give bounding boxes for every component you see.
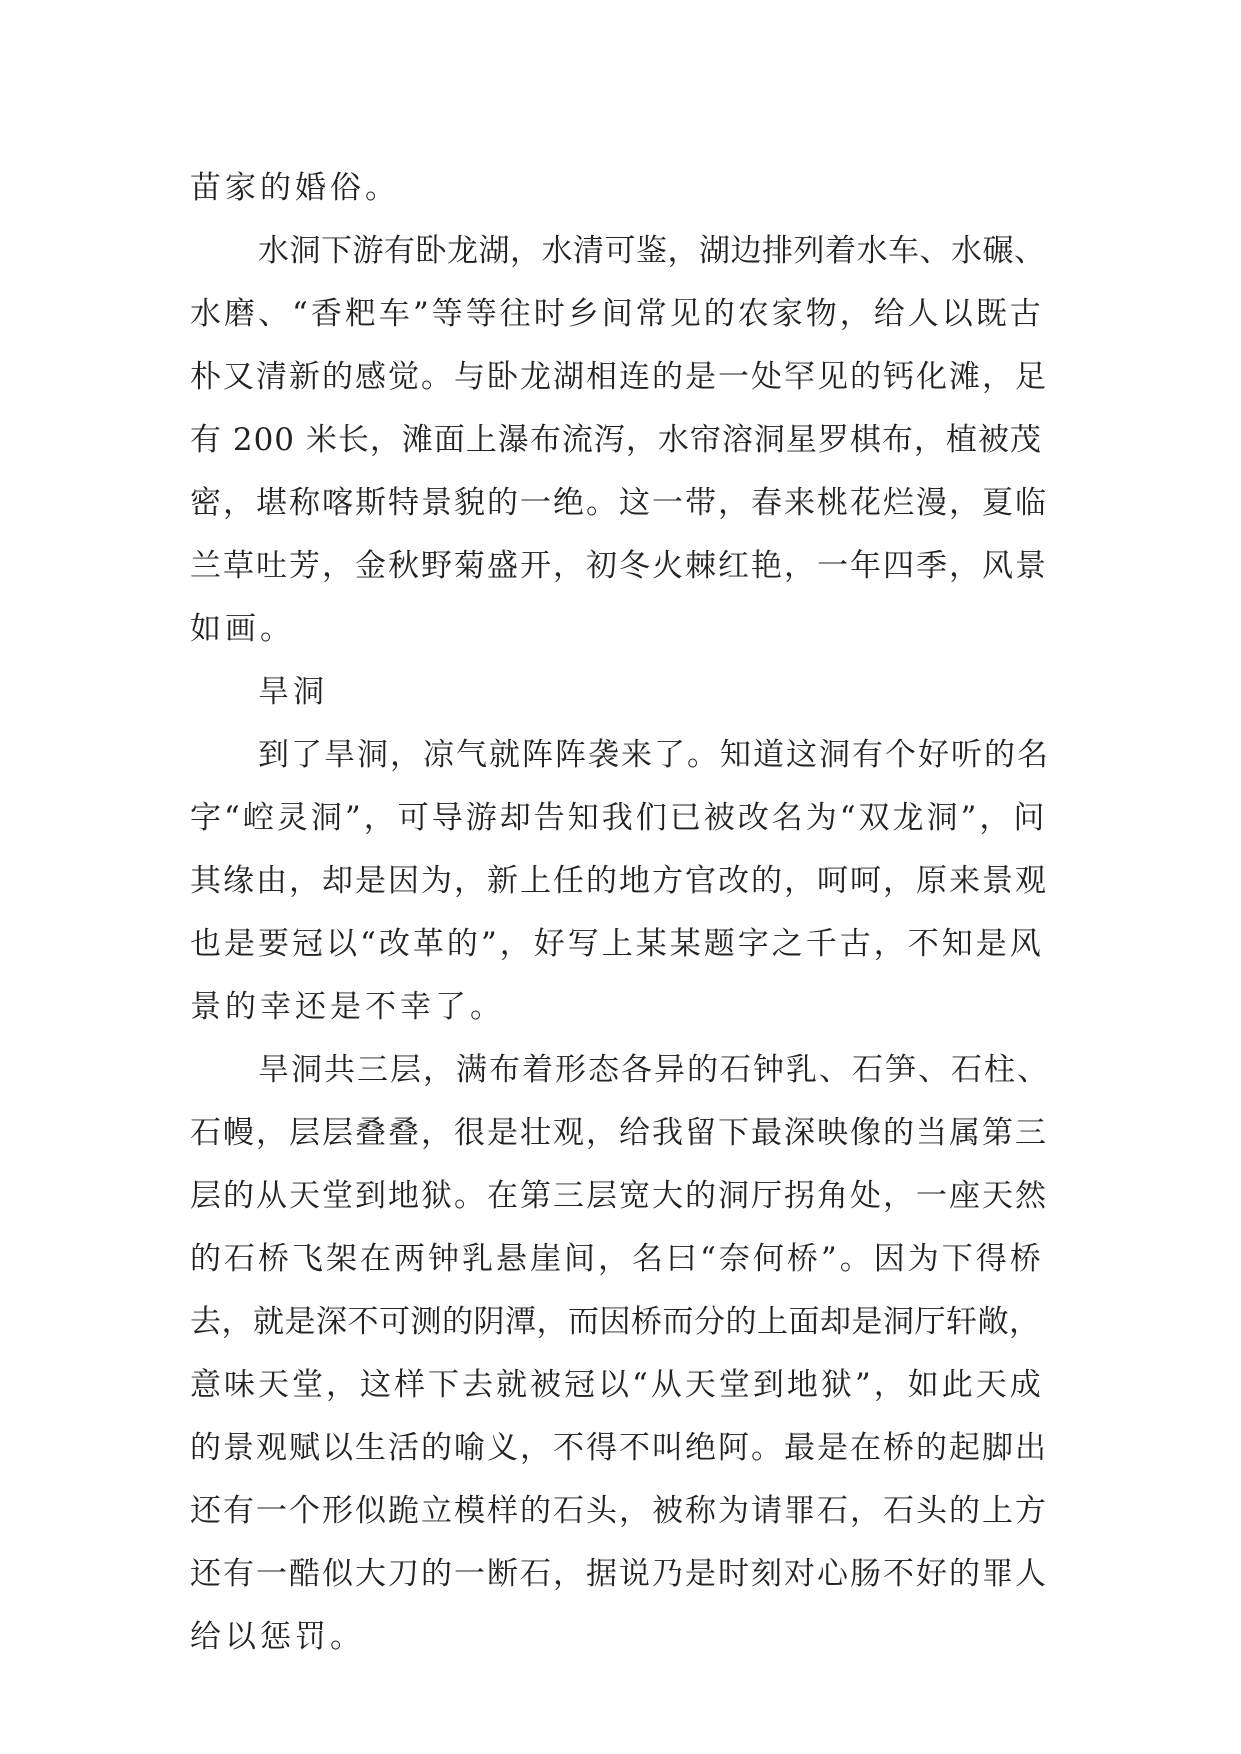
- text-line: 石幔，层层叠叠，很是壮观，给我留下最深映像的当属第三: [190, 1115, 1048, 1151]
- text-line: 层的从天堂到地狱。在第三层宽大的洞厅拐角处，一座天然: [190, 1178, 1048, 1214]
- text-line: 朴又清新的感觉。与卧龙湖相连的是一处罕见的钙化滩，足: [190, 359, 1048, 395]
- text-line: 也是要冠以“改革的”，好写上某某题字之千古，不知是风: [190, 926, 1044, 962]
- text-line: 密，堪称喀斯特景貌的一绝。这一带，春来桃花烂漫，夏临: [190, 485, 1048, 521]
- paragraph-start-line: 到了旱洞，凉气就阵阵袭来了。知道这洞有个好听的名: [258, 737, 1050, 773]
- section-heading: 旱洞: [258, 674, 328, 710]
- text-line: 还有一个形似跪立模样的石头，被称为请罪石，石头的上方: [190, 1493, 1048, 1529]
- text-line: 去，就是深不可测的阴潭，而因桥而分的上面却是洞厅轩敞，: [190, 1304, 1041, 1340]
- text-line: 意味天堂，这样下去就被冠以“从天堂到地狱”，如此天成: [190, 1367, 1044, 1403]
- text-line: 景的幸还是不幸了。: [190, 989, 505, 1025]
- paragraph-start-line: 水洞下游有卧龙湖，水清可鉴，湖边排列着水车、水碾、: [258, 233, 1046, 269]
- text-line: 其缘由，却是因为，新上任的地方官改的，呵呵，原来景观: [190, 863, 1048, 899]
- text-line: 有 200 米长，滩面上瀑布流泻，水帘溶洞星罗棋布，植被茂: [190, 422, 1042, 458]
- text-line: 的石桥飞架在两钟乳悬崖间，名曰“奈何桥”。因为下得桥: [190, 1241, 1044, 1277]
- text-line: 还有一酷似大刀的一断石，据说乃是时刻对心肠不好的罪人: [190, 1556, 1048, 1592]
- text-line: 水磨、“香粑车”等等往时乡间常见的农家物，给人以既古: [190, 296, 1044, 332]
- text-line: 给以惩罚。: [190, 1619, 365, 1655]
- paragraph-start-line: 旱洞共三层，满布着形态各异的石钟乳、石笋、石柱、: [258, 1052, 1050, 1088]
- text-line: 如画。: [190, 611, 295, 647]
- text-line: 兰草吐芳，金秋野菊盛开，初冬火棘红艳，一年四季，风景: [190, 548, 1048, 584]
- text-line: 字“崆灵洞”，可导游却告知我们已被改名为“双龙洞”，问: [190, 800, 1048, 836]
- text-line: 的景观赋以生活的喻义，不得不叫绝阿。最是在桥的起脚出: [190, 1430, 1048, 1466]
- body-text: [190, 157, 1052, 1669]
- text-line: 苗家的婚俗。: [190, 170, 400, 206]
